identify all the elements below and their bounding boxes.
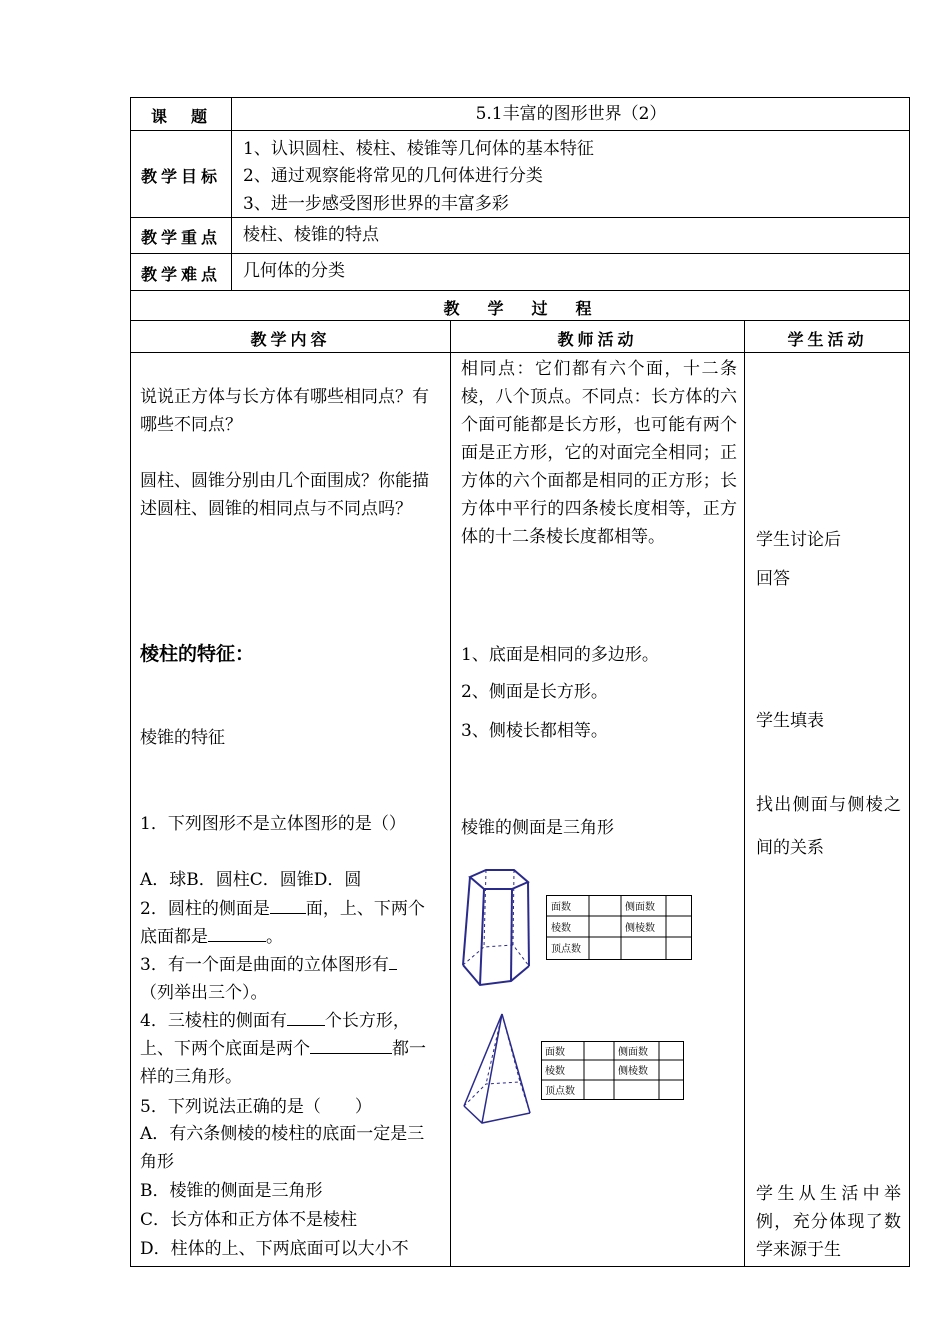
table-cell: 侧面数 [625,902,655,913]
prism-point-3: 3、侧棱长都相等。 [461,721,608,741]
answer-blank[interactable] [389,953,397,970]
table-cell: 侧棱数 [618,1066,648,1077]
table-cell: 顶点数 [545,1086,575,1097]
student-fill-table: 学生填表 [756,711,824,731]
col-divider [450,320,451,1267]
exercise-2 [140,895,440,951]
row-divider [130,217,910,218]
student-life-examples: 学生从生活中举例，充分体现了数学来源于生 [756,1184,901,1260]
exercise-5-option-a: A．有六条侧棱的棱柱的底面一定是三角形 [140,1124,425,1172]
col-header-teacher: 教师活动 [557,330,638,349]
student-find-relation: 找出侧面与侧棱之间的关系 [756,795,901,858]
table-cell: 棱数 [545,1066,565,1077]
focus-label: 教学重点 [140,228,221,247]
goal-item: 2、通过观察能将常见的几何体进行分类 [243,166,543,186]
prism-point-2: 2、侧面是长方形。 [461,682,608,702]
col-header-student: 学生活动 [787,330,868,349]
table-cell: 顶点数 [551,944,581,955]
topic-label: 课 题 [150,107,211,126]
exercise-4-text-b: 个长方形，上、下两个底面是两个 [140,1011,410,1059]
student-answer: 回答 [756,569,790,589]
prism-features-heading: 棱柱的特征： [140,643,255,665]
question-cylinder-cone: 圆柱、圆锥分别由几个面围成？你能描述圆柱、圆锥的相同点与不同点吗？ [140,471,429,519]
col-divider [744,320,745,1267]
pyramid-figure [458,1010,538,1130]
student-discuss: 学生讨论后 [756,530,841,550]
exercise-2-text-c: 。 [266,927,283,947]
col-header-content: 教学内容 [250,330,331,349]
teacher-same-different: 相同点：它们都有六个面，十二条棱，八个顶点。不同点：长方体的六个面可能都是长方形，也可能有两个面是正方形，它的对面完全相同；正方体的六个面都是相同的正方形；长方体中平行的四条棱长度相等，正方体的十二条棱长度都相等。 [461,359,737,547]
row-divider [130,320,910,321]
row-divider [130,130,910,131]
col-divider [231,97,232,290]
pyramid-features-heading: 棱锥的特征 [140,728,225,748]
difficulty-label: 教学难点 [140,265,221,284]
goal-item: 1、认识圆柱、棱柱、棱锥等几何体的基本特征 [243,139,594,159]
exercise-4-text-c: 都一样的三角形。 [140,1039,426,1087]
answer-blank[interactable] [310,1037,392,1054]
table-cell: 面数 [545,1047,565,1058]
exercise-3 [140,951,440,1007]
topic-value: 5.1丰富的图形世界（2） [475,104,667,124]
exercise-5: 5．下列说法正确的是（ ） [140,1097,372,1117]
row-divider [130,290,910,291]
difficulty-value: 几何体的分类 [243,261,345,281]
exercise-2-text-b: 面，上、下两个底面都是 [140,899,425,947]
process-title: 教 学 过 程 [443,299,598,318]
exercise-1: 1．下列图形不是立体图形的是（） [140,814,406,834]
exercise-4 [140,1007,440,1091]
answer-blank[interactable] [287,1009,325,1026]
goals-label: 教学目标 [140,167,221,186]
prism-count-table [546,895,694,961]
hexagonal-prism-figure [458,865,538,991]
pyramid-side-note: 棱锥的侧面是三角形 [461,818,614,838]
table-cell: 侧面数 [618,1047,648,1058]
row-divider [130,352,910,353]
exercise-5-option-d: D．柱体的上、下两底面可以大小不 [140,1239,409,1259]
exercise-2-text-a: 2．圆柱的侧面是 [140,899,270,919]
row-divider [130,253,910,254]
answer-blank[interactable] [208,925,266,942]
table-cell: 棱数 [551,923,571,934]
question-cube-cuboid: 说说正方体与长方体有哪些相同点？有哪些不同点？ [140,387,429,435]
pyramid-count-table [541,1041,685,1101]
answer-blank[interactable] [270,897,306,914]
focus-value: 棱柱、棱锥的特点 [243,225,379,245]
table-cell: 侧棱数 [625,923,655,934]
goal-item: 3、进一步感受图形世界的丰富多彩 [243,194,509,214]
exercise-5-option-c: C．长方体和正方体不是棱柱 [140,1210,358,1230]
exercise-4-text-a: 4．三棱柱的侧面有 [140,1011,287,1031]
table-cell: 面数 [551,902,571,913]
exercise-3-text-b: （列举出三个）。 [140,983,268,1003]
prism-point-1: 1、底面是相同的多边形。 [461,645,659,665]
exercise-1-options: A．球B．圆柱C．圆锥D．圆 [140,870,362,890]
exercise-3-text-a: 3．有一个面是曲面的立体图形有 [140,955,389,975]
exercise-5-option-b: B．棱锥的侧面是三角形 [140,1181,323,1201]
